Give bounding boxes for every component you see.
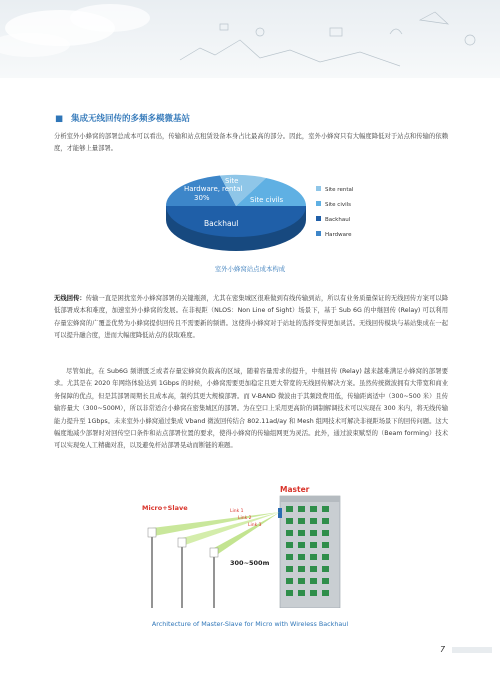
legend-label-backhaul: Backhaul — [325, 217, 351, 223]
slave-node-3-icon — [210, 548, 218, 557]
section-title — [55, 112, 190, 124]
pie-label-hardware: Hardware, — [184, 185, 221, 193]
legend-swatch-site-rental — [316, 186, 321, 191]
paragraph-lead: 无线回传： — [54, 295, 86, 302]
pie-label-site-rental-bottom: rental — [222, 185, 243, 193]
micro-slave-label: Micro+Slave — [142, 504, 188, 512]
distance-label: 300~500m — [230, 559, 270, 567]
pie-label-site-civils: Site civils — [250, 196, 284, 204]
header-banner — [0, 0, 500, 78]
bullet-icon: ■ — [55, 114, 64, 124]
footer-bar — [452, 647, 492, 653]
slave-node-2-icon — [178, 538, 186, 547]
master-label: Master — [280, 485, 310, 494]
legend-swatch-hardware — [316, 231, 321, 236]
legend-swatch-site-civils — [316, 201, 321, 206]
intro-paragraph: 分析室外小蜂窝的部署总成本可以看出，传输和站点租赁设备本身占比最高的部分。因此，室外小蜂窝只有大幅度降低对于站点和传输的依赖度，才能够上量部署。 — [54, 133, 448, 153]
legend-swatch-backhaul — [316, 216, 321, 221]
beams — [152, 512, 280, 554]
legend-label-hardware: Hardware — [325, 232, 352, 238]
paragraph-wireless-backhaul — [54, 293, 448, 343]
link-3-label: Link 3 — [248, 523, 262, 528]
page-number: 7 — [440, 645, 446, 654]
paragraph-body: 传输一直是困扰室外小蜂窝部署的关键瓶颈，尤其在密集城区很难做到有线传输到站，所以有业务质量保证的无线回传方案可以降低部署成本和难度，加速室外小蜂窝的发展。在非视距（NLOS：Non Line of Sight）场景下，基于 Sub 6G 的中继回传 (Relay) 可以利用存量宏蜂窝的广覆盖优势为小蜂窝提供回传且不需要新的频谱。这使得小蜂窝对于站址的选择变得更加灵活。无线回传模块与基站集成在一起可以提升融合度，进而大幅度降低站点的获取难度。 — [54, 295, 449, 340]
section-title-text: 集成无线回传的多频多模微基站 — [71, 114, 191, 124]
pie-chart — [160, 168, 360, 266]
paragraph-vband: 尽管如此，在 Sub6G 频谱匮乏或者存量宏蜂窝负载高的区域，随着容量需求的提升，中继回传 (Relay) 越来越难满足小蜂窝的部署要求。尤其是在 2020 年网络体验达到 1Gbps 的时候，小蜂窝需要更加稳定且更大带宽的无线回传解决方案。虽然传统微波拥有大带宽和商业务保障的优点，但是其部署周期长且成本高，制约其更大规模部署。而 V-BAND 微波由于其频段费用低，传输距离适中（300~500 米）且传输容量大（300~500M），所以非常适合小蜂窝在密集城区的部署。为在空口上采用更高阶的调制解调技术可以实现在 300 米内，将无线传输能力提升至 1Gbps。未来室外小蜂窝通过集成 Vband 微波回传结合 802.11ad/ay 和 Mesh 组网技术可解决非视距场景下的回传问题。这大幅度地减少部署时对回传空口条件和站点部署位置的要求，使得小蜂窝的传输组网更为灵活。此外，通过波束赋型的（Beam forming）技术可以实现免人工精确对准，以及避免杆站部署晃动而断链的难题。 — [54, 368, 448, 450]
pie-label-hardware-pct: 30% — [194, 194, 210, 202]
link-1-label: Link 1 — [230, 509, 244, 514]
legend-label-site-rental: Site rental — [325, 187, 354, 193]
pie-label-backhaul: Backhaul — [204, 219, 239, 228]
pie-label-site-rental-top: Site — [225, 177, 239, 185]
legend-label-site-civils: Site civils — [325, 202, 352, 208]
master-antenna-icon — [278, 508, 282, 518]
link-2-label: Link 2 — [238, 516, 252, 521]
slave-node-1-icon — [148, 528, 156, 537]
header-illustration — [0, 0, 500, 78]
diagram-caption: Architecture of Master-Slave for Micro with Wireless Backhaul — [151, 620, 349, 628]
pie-chart-caption: 室外小蜂窝站点成本构成 — [214, 265, 286, 273]
master-slave-diagram — [130, 482, 370, 608]
